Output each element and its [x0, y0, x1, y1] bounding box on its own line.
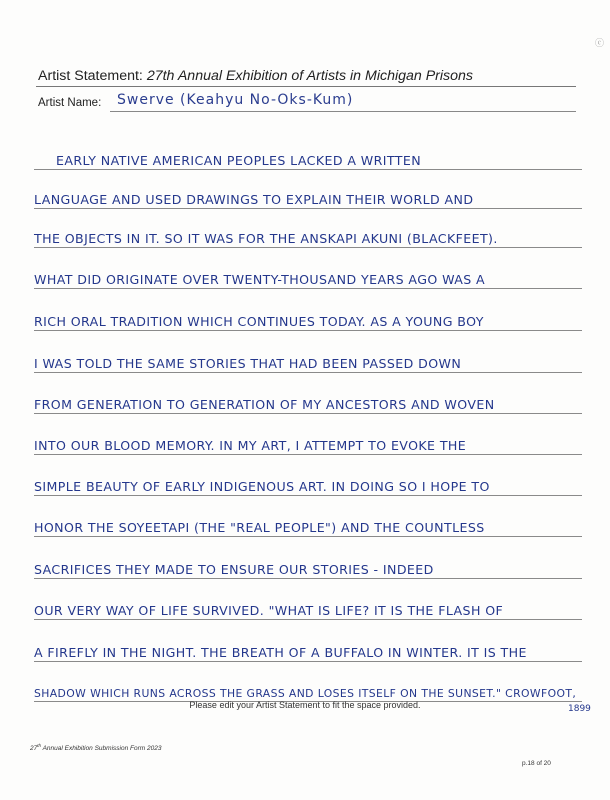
corner-mark: ⓒ — [594, 39, 604, 49]
line-rule — [34, 495, 582, 496]
statement-line — [0, 179, 610, 215]
statement-line-text: EARLY NATIVE AMERICAN PEOPLES LACKED A WRITTEN — [56, 153, 422, 168]
line-rule — [34, 661, 582, 662]
statement-line-text: I WAS TOLD THE SAME STORIES THAT HAD BEEN PASSED DOWN — [34, 356, 462, 371]
statement-line — [0, 301, 610, 337]
title-exhibition: 27th Annual Exhibition of Artists in Michigan Prisons — [146, 68, 474, 84]
statement-line-text: RICH ORAL TRADITION WHICH CONTINUES TODAY. AS A YOUNG BOY — [34, 314, 484, 329]
line-rule — [34, 454, 582, 455]
statement-line — [0, 218, 610, 254]
line-rule — [34, 247, 582, 248]
statement-line-text: OUR VERY WAY OF LIFE SURVIVED. "WHAT IS LIFE? IT IS THE FLASH OF — [34, 603, 504, 618]
title-rule — [36, 86, 576, 87]
statement-line — [0, 632, 610, 668]
statement-line — [0, 466, 610, 502]
statement-line-text: INTO OUR BLOOD MEMORY. IN MY ART, I ATTEMPT TO EVOKE THE — [34, 438, 467, 453]
statement-line-text: LANGUAGE AND USED DRAWINGS TO EXPLAIN THEIR WORLD AND — [34, 192, 474, 207]
statement-line-text: FROM GENERATION TO GENERATION OF MY ANCESTORS AND WOVEN — [34, 397, 495, 412]
edit-instruction: Please edit your Artist Statement to fit the space provided. — [189, 700, 421, 710]
line-rule — [34, 288, 582, 289]
artist-name-field[interactable]: Swerve (Keahyu No-Oks-Kum) — [117, 92, 354, 108]
statement-line — [0, 549, 610, 585]
statement-line — [0, 343, 610, 379]
form-year-number: 27 — [30, 745, 38, 753]
statement-line — [0, 590, 610, 626]
title-prefix: Artist Statement: — [38, 68, 147, 84]
form-ordinal-suffix: th — [37, 743, 41, 748]
statement-line-text: SIMPLE BEAUTY OF EARLY INDIGENOUS ART. IN DOING SO I HOPE TO — [34, 479, 490, 494]
statement-line — [0, 425, 610, 461]
statement-line-text: A FIREFLY IN THE NIGHT. THE BREATH OF A BUFFALO IN WINTER. IT IS THE — [34, 645, 527, 660]
statement-line-text: WHAT DID ORIGINATE OVER TWENTY-THOUSAND YEARS AGO WAS A — [34, 272, 486, 287]
statement-line — [0, 384, 610, 420]
statement-line — [0, 507, 610, 543]
line-rule — [34, 372, 582, 373]
page-number: p.18 of 20 — [522, 760, 551, 767]
line-rule — [34, 619, 582, 620]
submission-form-label — [30, 743, 161, 752]
statement-line-text: SHADOW WHICH RUNS ACROSS THE GRASS AND LOSES ITSELF ON THE SUNSET." CROWFOOT, — [34, 687, 577, 700]
line-rule — [34, 578, 582, 579]
line-rule — [34, 536, 582, 537]
statement-line-text: HONOR THE SOYEETAPI (THE "REAL PEOPLE") AND THE COUNTLESS — [34, 520, 485, 535]
line-rule — [34, 413, 582, 414]
statement-line — [0, 259, 610, 295]
statement-line — [0, 140, 610, 176]
line-rule — [34, 208, 582, 209]
statement-line-text: THE OBJECTS IN IT. SO IT WAS FOR THE ANSKAPI AKUNI (BLACKFEET). — [34, 231, 498, 246]
form-title: Annual Exhibition Submission Form 2023 — [41, 745, 162, 753]
statement-line-text: SACRIFICES THEY MADE TO ENSURE OUR STORIES - INDEED — [34, 562, 434, 577]
page-title — [38, 68, 578, 84]
line-rule — [34, 330, 582, 331]
artist-name-rule — [110, 111, 576, 112]
signature-year: 1899 — [568, 704, 591, 714]
artist-name-label: Artist Name: — [38, 97, 102, 109]
line-rule — [34, 169, 582, 170]
